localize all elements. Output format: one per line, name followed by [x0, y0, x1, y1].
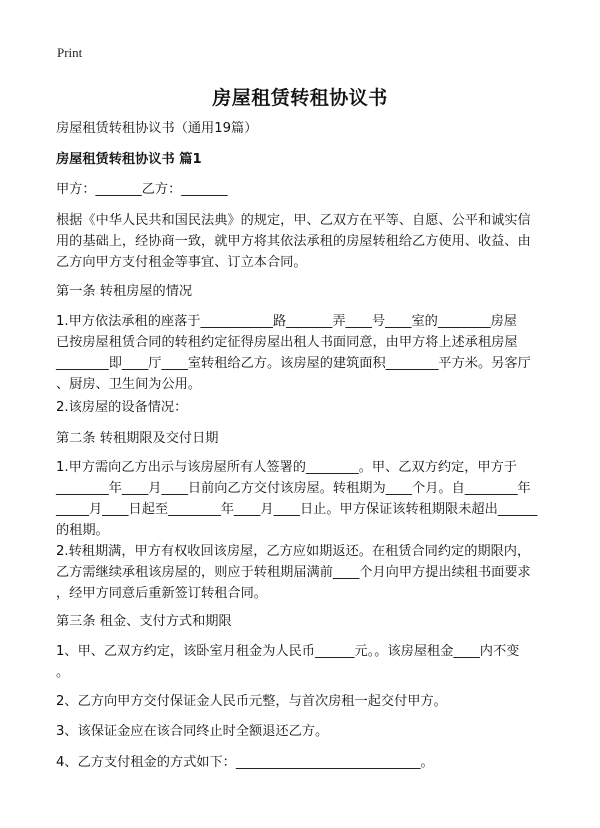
- section1-p1-line-4: 、厨房、卫生间为公用。: [56, 377, 202, 392]
- section2-p1-line-1: 1.甲方需向乙方出示与该房屋所有人签署的________。甲、乙双方约定，甲方于: [56, 460, 517, 475]
- intro-line-2: 用的基础上，经协商一致，就甲方将其依法承租的房屋转租给乙方使用、收益、由: [56, 234, 531, 249]
- section2-p2-line-2: 乙方需继续承租该房屋的，则应于转租期届满前____个月向甲方提出续租书面要求: [56, 565, 531, 580]
- section1-p2: 2.该房屋的设备情况：: [56, 400, 188, 415]
- section1-title: 第一条 转租房屋的情况: [56, 284, 193, 299]
- document-title: 房屋租赁转租协议书: [212, 87, 388, 109]
- print-label[interactable]: Print: [57, 45, 83, 60]
- intro-line-1: 根据《中华人民共和国民法典》的规定，甲、乙双方在平等、自愿、公平和诚实信: [56, 213, 531, 228]
- section3-title: 第三条 租金、支付方式和期限: [56, 614, 232, 629]
- section1-p1-line-3: ________即____厅____室转租给乙方。该房屋的建筑面积________平方米。另客厅: [56, 356, 531, 371]
- document-subtitle: 房屋租赁转租协议书（通用19篇）: [56, 121, 258, 136]
- section1-p1-line-1: 1.甲方依法承租的座落于___________路_______弄____号____室的________房屋: [56, 314, 517, 329]
- section3-item-1-cont: 。: [56, 665, 70, 680]
- intro-line-3: 乙方向甲方支付租金等事宜、订立本合同。: [56, 255, 307, 270]
- section2-p1-line-3: _____月____日起至________年____月____日止。甲方保证该转租期限未超出______: [56, 502, 538, 517]
- section2-p1-line-4: 的租期。: [56, 523, 109, 538]
- section3-item-2: 2、乙方向甲方交付保证金人民币元整，与首次房租一起交付甲方。: [56, 694, 447, 709]
- section3-item-1: 1、甲、乙双方约定，该卧室月租金为人民币______元。。该房屋租金____内不变: [56, 644, 520, 659]
- parties-line: 甲方：_______乙方：_______: [56, 182, 228, 197]
- article-heading: 房屋租赁转租协议书 篇1: [56, 152, 202, 167]
- section3-item-4: 4、乙方支付租金的方式如下：____________________________。: [56, 755, 434, 770]
- section1-p1-line-2: 已按房屋租赁合同的转租约定征得房屋出租人书面同意，由甲方将上述承租房屋: [56, 335, 518, 350]
- section2-title: 第二条 转租期限及交付日期: [56, 431, 219, 446]
- section2-p2-line-1: 2.转租期满，甲方有权收回该房屋，乙方应如期返还。在租赁合同约定的期限内，: [56, 544, 531, 559]
- section3-item-3: 3、该保证金应在该合同终止时全额退还乙方。: [56, 724, 329, 739]
- section2-p1-line-2: ________年____月____日前向乙方交付该房屋。转租期为____个月。自________年: [56, 481, 531, 496]
- section2-p2-line-3: ，经甲方同意后重新签订转租合同。: [56, 586, 267, 601]
